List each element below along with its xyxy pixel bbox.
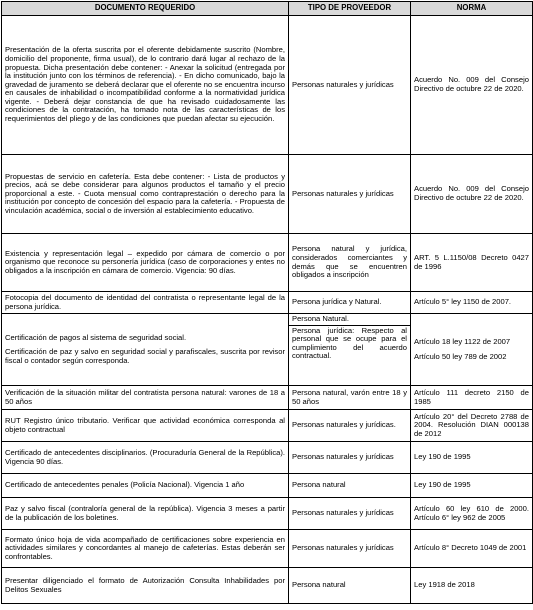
cell-norma: Artículo 5° ley 1150 de 2007. — [411, 292, 533, 314]
cell-norma: Ley 190 de 1995 — [411, 442, 533, 474]
cell-documento: Presentar diligenciado el formato de Autorización Consulta Inhabilidades por Delitos Sexuales — [2, 568, 289, 604]
table-row — [2, 155, 533, 234]
cell-norma: Ley 190 de 1995 — [411, 474, 533, 498]
cell-documento: Existencia y representación legal – expedido por cámara de comercio o por organismo que reconoce su personería jurídica (caso de corporaciones y entes no obligados a la inscripción en cámara de comercio. Vigencia: 90 días. — [2, 234, 289, 292]
cell-norma — [411, 314, 533, 386]
cell-tipo-proveedor: Persona natural — [289, 568, 411, 604]
cell-documento: Propuestas de servicio en cafetería. Esta debe contener: - Lista de productos y precios, acá se debe considerar para algunos productos el tamaño y el precio proporcional a este. - Cuota mensual como contraprestación o derecho para la institución por concepto de concesión del espacio para la cafetería. - Propuesta de vinculación académica, social o de inversión al establecimiento educativo. — [2, 155, 289, 234]
cell-norma: Acuerdo No. 009 del Consejo Directivo de octubre 22 de 2020. — [411, 155, 533, 234]
table-row — [2, 234, 533, 292]
header-documento: DOCUMENTO REQUERIDO — [2, 2, 289, 16]
cell-tipo-proveedor: Persona natural, varón entre 18 y 50 años — [289, 386, 411, 410]
table-row — [2, 314, 533, 386]
cell-norma: Ley 1918 de 2018 — [411, 568, 533, 604]
cell-tipo-proveedor: Persona natural y jurídica, considerados comerciantes y demás que se encuentren obligados a inscripción — [289, 234, 411, 292]
table-row — [2, 498, 533, 530]
prov-juridica: Persona jurídica: Respecto al personal que se ocupe para el cumplimiento del acuerdo contractual. — [292, 325, 407, 361]
norma-paragraph: Artículo 18 ley 1122 de 2007 — [414, 336, 511, 346]
doc-paragraph: Certificación de paz y salvo en seguridad social y parafiscales, suscrita por revisor fiscal o contador según corresponda. — [5, 347, 285, 365]
cell-tipo-proveedor: Persona jurídica y Natural. — [289, 292, 411, 314]
cell-tipo-proveedor: Personas naturales y jurídicas — [289, 442, 411, 474]
cell-norma: Artículo 20° del Decreto 2788 de 2004. Resolución DIAN 000138 de 2012 — [411, 410, 533, 442]
cell-norma: Acuerdo No. 009 del Consejo Directivo de octubre 22 de 2020. — [411, 16, 533, 155]
cell-documento: Formato único hoja de vida acompañado de certificaciones sobre experiencia en actividades similares y concordantes al manejo de cafeterías. Estas deberán ser confrontables. — [2, 530, 289, 568]
cell-documento: Certificado de antecedentes disciplinarios. (Procuraduría General de la República). Vigencia 90 días. — [2, 442, 289, 474]
header-tipo-proveedor: TIPO DE PROVEEDOR — [289, 2, 411, 16]
cell-norma: ART. 5 L.1150/08 Decreto 0427 de 1996 — [411, 234, 533, 292]
cell-tipo-proveedor: Personas naturales y jurídicas — [289, 530, 411, 568]
cell-norma: Artículo 60 ley 610 de 2000. Artículo 6° ley 962 de 2005 — [411, 498, 533, 530]
cell-tipo-proveedor — [289, 314, 411, 386]
table-row — [2, 386, 533, 410]
table-row — [2, 292, 533, 314]
cell-documento: RUT Registro único tributario. Verificar que actividad económica corresponda al objeto contractual — [2, 410, 289, 442]
doc-paragraph: Certificación de pagos al sistema de seguridad social. — [5, 332, 187, 342]
table-row — [2, 474, 533, 498]
cell-tipo-proveedor: Persona natural — [289, 474, 411, 498]
cell-tipo-proveedor: Personas naturales y jurídicas — [289, 498, 411, 530]
table-row — [2, 442, 533, 474]
cell-norma: Artículo 111 decreto 2150 de 1985 — [411, 386, 533, 410]
table-row — [2, 410, 533, 442]
table-row — [2, 568, 533, 604]
cell-documento — [2, 314, 289, 386]
cell-documento: Verificación de la situación militar del contratista persona natural: varones de 18 a 50 años — [2, 386, 289, 410]
cell-tipo-proveedor: Personas naturales y jurídicas. — [289, 410, 411, 442]
table-row — [2, 530, 533, 568]
requirements-table — [1, 1, 533, 604]
header-norma: NORMA — [411, 2, 533, 16]
table-row — [2, 16, 533, 155]
cell-documento: Presentación de la oferta suscrita por el oferente debidamente suscrito (Nombre, domicilio del proponente, firma usual), de lo contrario dará lugar al rechazo de la propuesta. Dicha presentación debe contener: - Anexar la solicitud (entregada por la institución junto con los términos de referencia). - En dicho comunicado, bajo la gravedad de juramento se deberá declarar que el oferente no se encuentra incurso en causales de inhabilidad o incompatibilidad conforme a la normatividad jurídica vigente. - Deberá dejar constancia de que ha revisado cuidadosamente las condiciones de la contratación, ha tomado nota de las características de los requerimientos del pliego y de las condiciones que puedan afectar su ejecución. — [2, 16, 289, 155]
cell-documento: Certificado de antecedentes penales (Policía Nacional). Vigencia 1 año — [2, 474, 289, 498]
cell-documento: Fotocopia del documento de identidad del contratista o representante legal de la persona jurídica. — [2, 292, 289, 314]
norma-paragraph: Artículo 50 ley 789 de 2002 — [414, 351, 507, 361]
prov-natural: Persona Natural. — [289, 314, 410, 326]
cell-documento: Paz y salvo fiscal (contraloría general de la república). Vigencia 3 meses a partir de la publicación de los boletines. — [2, 498, 289, 530]
cell-tipo-proveedor: Personas naturales y jurídicas — [289, 155, 411, 234]
header-row — [2, 2, 533, 16]
cell-norma: Artículo 8° Decreto 1049 de 2001 — [411, 530, 533, 568]
cell-tipo-proveedor: Personas naturales y jurídicas — [289, 16, 411, 155]
